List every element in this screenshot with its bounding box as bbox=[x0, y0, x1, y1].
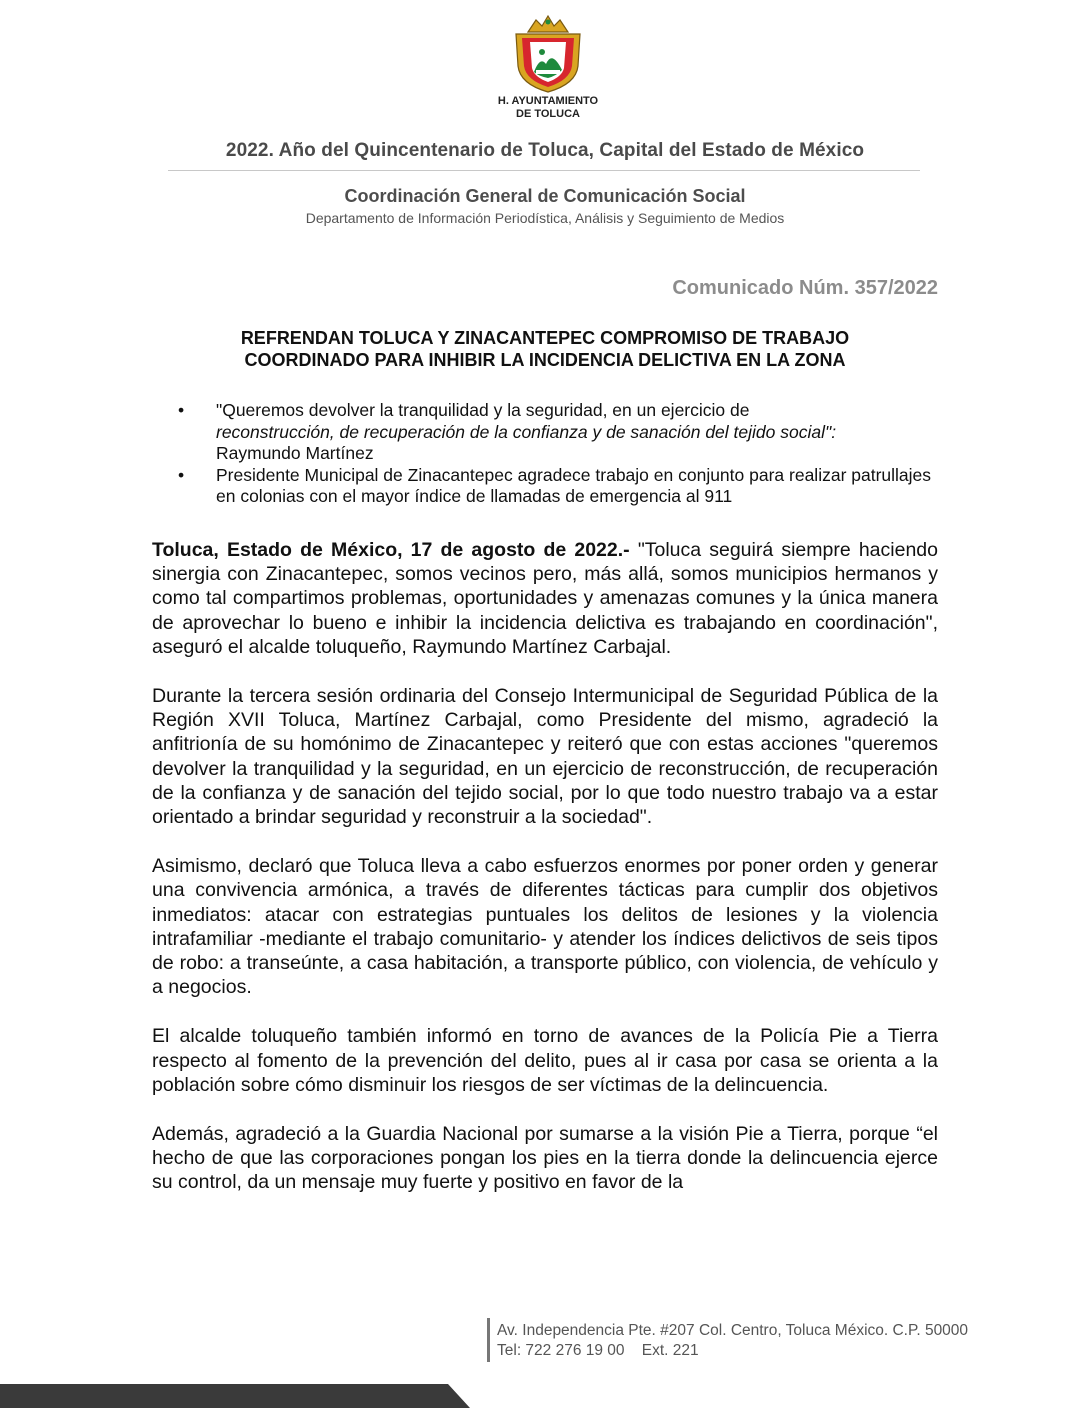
bullet-text: Presidente Municipal de Zinacantepec agradece trabajo en conjunto para realizar patrullajes en colonias con el mayor índice de llamadas de emergencia al 911 bbox=[216, 464, 932, 506]
coordination-subtitle: Departamento de Información Periodística, Análisis y Seguimiento de Medios bbox=[305, 210, 785, 226]
article-body bbox=[152, 538, 938, 1220]
headline-line-2: COORDINADO PARA INHIBIR LA INCIDENCIA DELICTIVA EN LA ZONA bbox=[244, 350, 846, 370]
bullet-quote-author: Raymundo Martínez bbox=[216, 443, 374, 463]
footer-stripe bbox=[0, 1384, 470, 1408]
paragraph: Durante la tercera sesión ordinaria del Consejo Intermunicipal de Seguridad Pública de la Región XVII Toluca, Martínez Carbajal, como Presidente del mismo, agradeció la anfitrionía de su homónimo de Zinacantepec y reiteró que con estas acciones "queremos devolver la tranquilidad y la seguridad, en un ejercicio de reconstrucción, de recuperación de la confianza y de sanación del tejido social, por lo que todo nuestro trabajo va a estar orientado a brindar seguridad y reconstruir a la sociedad". bbox=[152, 685, 938, 829]
headline-line-1: REFRENDAN TOLUCA Y ZINACANTEPEC COMPROMISO DE TRABAJO bbox=[240, 328, 850, 348]
bullet-dot-icon: • bbox=[178, 400, 185, 420]
municipal-logo bbox=[488, 14, 608, 120]
paragraph: Además, agradeció a la Guardia Nacional por sumarse a la visión Pie a Tierra, porque “el hecho de que las corporaciones pongan los pies en la tierra donde la delincuencia ejerce su control, da un mensaje muy fuerte y positivo en favor de la bbox=[152, 1123, 938, 1194]
dateline: Toluca, Estado de México, 17 de agosto de 2022.- bbox=[152, 539, 630, 561]
footer-phone-line: Tel: 722 276 19 00 Ext. 221 bbox=[497, 1342, 699, 1359]
summary-bullets bbox=[176, 400, 936, 508]
header-divider bbox=[168, 170, 920, 171]
paragraph-text: "Toluca seguirá siempre haciendo sinergia con Zinacantepec, somos vecinos pero, más allá, somos municipios hermanos y como tal compartimos problemas, oportunidades y amenazas comunes y la única manera de aprovechar lo bueno e inhibir la incidencia delictiva es trabajando en coordinación", aseguró el alcalde toluqueño, Raymundo Martínez Carbajal. bbox=[152, 539, 938, 658]
bullet-quote-text: "Queremos devolver la tranquilidad y la seguridad, en un ejercicio de bbox=[216, 400, 750, 420]
bullet-dot-icon: • bbox=[178, 464, 185, 485]
footer-contact bbox=[497, 1321, 968, 1361]
footer-address-line: Av. Independencia Pte. #207 Col. Centro, Toluca México. C.P. 50000 bbox=[497, 1322, 969, 1339]
paragraph: El alcalde toluqueño también informó en torno de avances de la Policía Pie a Tierra respecto al fomento de la prevención del delito, pues al ir casa por casa se orienta a la población sobre cómo disminuir los riesgos de ser víctimas de la delincuencia. bbox=[152, 1025, 938, 1096]
bullet-quote-italic: reconstrucción, de recuperación de la confianza y de sanación del tejido social": bbox=[216, 421, 837, 442]
paragraph: Asimismo, declaró que Toluca lleva a cabo esfuerzos enormes por poner orden y generar una convivencia armónica, a través de diferentes tácticas para cumplir dos objetivos inmediatos: atacar con estrategias puntuales los delitos de lesiones y la violencia intrafamiliar -mediante el trabajo comunitario- y atender los índices delictivos de seis tipos de robo: a transeúnte, a casa habitación, a transporte público, con violencia, de vehículo y a negocios. bbox=[152, 855, 938, 999]
bullet-item bbox=[176, 465, 936, 508]
year-banner: 2022. Año del Quincentenario de Toluca, Capital del Estado de México bbox=[225, 140, 865, 161]
footer-divider bbox=[487, 1318, 490, 1362]
release-number: Comunicado Núm. 357/2022 bbox=[672, 277, 938, 299]
headline bbox=[152, 327, 938, 371]
bullet-item bbox=[176, 400, 936, 465]
paragraph bbox=[152, 538, 938, 659]
logo-caption-line2: DE TOLUCA bbox=[516, 108, 580, 120]
toluca-coat-of-arms-icon bbox=[506, 14, 590, 94]
logo-caption-line1: H. AYUNTAMIENTO bbox=[497, 95, 599, 107]
coordination-title: Coordinación General de Comunicación Social bbox=[344, 186, 746, 206]
